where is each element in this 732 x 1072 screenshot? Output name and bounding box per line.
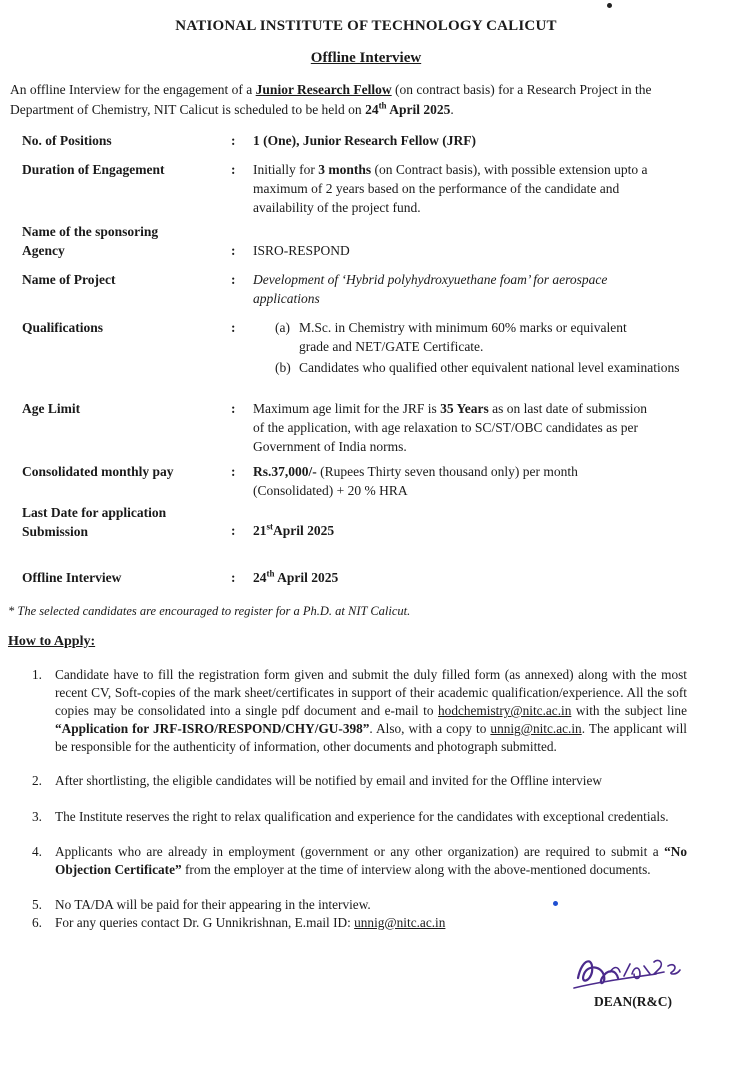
detail-value: 24th April 2025 <box>253 568 339 585</box>
detail-label: Last Date for application Submission <box>22 505 167 539</box>
stray-ink-dot <box>607 3 612 8</box>
detail-value: Rs.37,000/- (Rupees Thirty seven thousand only) per month (Consolidated) + 20 % HRA <box>253 464 578 498</box>
detail-label: No. of Positions <box>22 133 112 148</box>
intro-paragraph: An offline Interview for the engagement of a Junior Research Fellow (on contract basis) for a Research Project in the Department of Chemistry, NIT Calicut is scheduled to be held on 24th April 2025. <box>10 82 652 117</box>
detail-value: Maximum age limit for the JRF is 35 Years as on last date of submission of the application, with age relaxation to SC/ST/OBC candidates as per Government of India norms. <box>253 401 647 454</box>
detail-value: Initially for 3 months (on Contract basis), with possible extension upto a maximum of 2 years based on the performance of the candidate and availability of the project fund. <box>253 162 648 215</box>
detail-value: 21stApril 2025 <box>253 521 335 538</box>
detail-label: Name of the sponsoring Agency <box>22 224 159 258</box>
detail-value: ISRO-RESPOND <box>253 243 350 258</box>
email-link-unnig[interactable]: unnig@nitc.ac.in <box>490 721 582 736</box>
detail-label: Consolidated monthly pay <box>22 464 174 479</box>
detail-label: Duration of Engagement <box>22 162 165 177</box>
notice-title: Offline Interview <box>310 50 422 66</box>
detail-value: Development of ‘Hybrid polyhydroxyuethane foam’ for aerospace applications <box>253 272 608 306</box>
detail-label: Name of Project <box>22 272 116 287</box>
post-name: Junior Research Fellow <box>255 82 392 97</box>
institute-name: NATIONAL INSTITUTE OF TECHNOLOGY CALICUT <box>175 18 557 34</box>
detail-label: Offline Interview <box>22 570 122 585</box>
email-subject-line: “Application for JRF-ISRO/RESPOND/CHY/GU-398” <box>55 721 370 736</box>
how-to-apply-heading: How to Apply: <box>8 634 96 649</box>
signatory-designation: DEAN(R&C) <box>594 994 672 1009</box>
detail-label: Age Limit <box>22 401 81 416</box>
email-link-hod[interactable]: hodchemistry@nitc.ac.in <box>438 703 572 718</box>
phd-note: * The selected candidates are encouraged to register for a Ph.D. at NIT Calicut. <box>8 604 411 618</box>
signature-image <box>568 948 698 996</box>
detail-value: 1 (One), Junior Research Fellow (JRF) <box>253 133 476 148</box>
interview-date: 24th April 2025 <box>365 100 451 117</box>
detail-label: Qualifications <box>22 320 104 335</box>
blue-ink-dot <box>553 901 558 906</box>
email-link-contact[interactable]: unnig@nitc.ac.in <box>354 915 446 930</box>
notice-page: NATIONAL INSTITUTE OF TECHNOLOGY CALICUT Offline Interview An offline Interview for the engagement of a Junior Research Fellow (on contract basis) for a Research Project in the Department of Chemistry, NIT Calicut is scheduled to be held on 24th April 2025. No. of Positions : 1 (One), Junior Research Fellow (JRF) Duration of Engagement : Initially for 3 months (on Contract basis), with possible extension upto a maximum of 2 years based on the performance of the candidate and availability of the project fund. Name of the sponsoring Agency : ISRO-RESPOND Name of Project : Development of ‘Hybrid polyhydroxyuethane foam’ for aerospace applications Qualifications : (a) M.Sc. in Chemistry with minimum 60% marks or equivalent grade and NET/GATE Certificate. (b) Candidates who qualified other equivalent national level examinations Age Limit : Maximum age limit for the JRF is 35 Years as on last date of submission of the application, with age relaxation to SC/ST/OBC candidates as per Government of India norms. Consolidated monthly pay : Rs.37,000/- (Rupees Thirty seven thousand only) per month (Consolidated) + 20 % HRA Last Date for application Submission : 21stApril 2025 Offline Interview : 24th April 2025 * The selected candidates are encouraged to register for a Ph.D. at NIT Calicut. How to Apply: 1. Candidate have to fill the registration form given and submit the duly filled form (as annexed) along with the most recent CV, Soft-copies of the mark sheet/certificates in support of their academic qualification/experience. All the soft copies may be consolidated into a single pdf document and e-mail to hodchemistry@nitc.ac.in with the subject line “Application for JRF-ISRO/RESPOND/CHY/GU-398”. Also, with a copy to unnig@nitc.ac.in. The applicant will be responsible for the authenticity of information, other documents and photograph submitted. 2. After shortlisting, the eligible candidates will be notified by email and invited for the Offline interview 3. The Institute reserves the right to relax qualification and experience for the candidates with exceptional credentials. 4. Applicants who are already in employment (government or any other organization) are required to submit a “No Objection Certificate” from the employer at the time of interview along with the above-mentioned documents. 5. No TA/DA will be paid for their appearing in the interview. 6. For any queries contact Dr. G Unnikrishnan, E.mail ID: unnig@nitc.ac.in DEAN(R&C) <box>0 0 732 1072</box>
